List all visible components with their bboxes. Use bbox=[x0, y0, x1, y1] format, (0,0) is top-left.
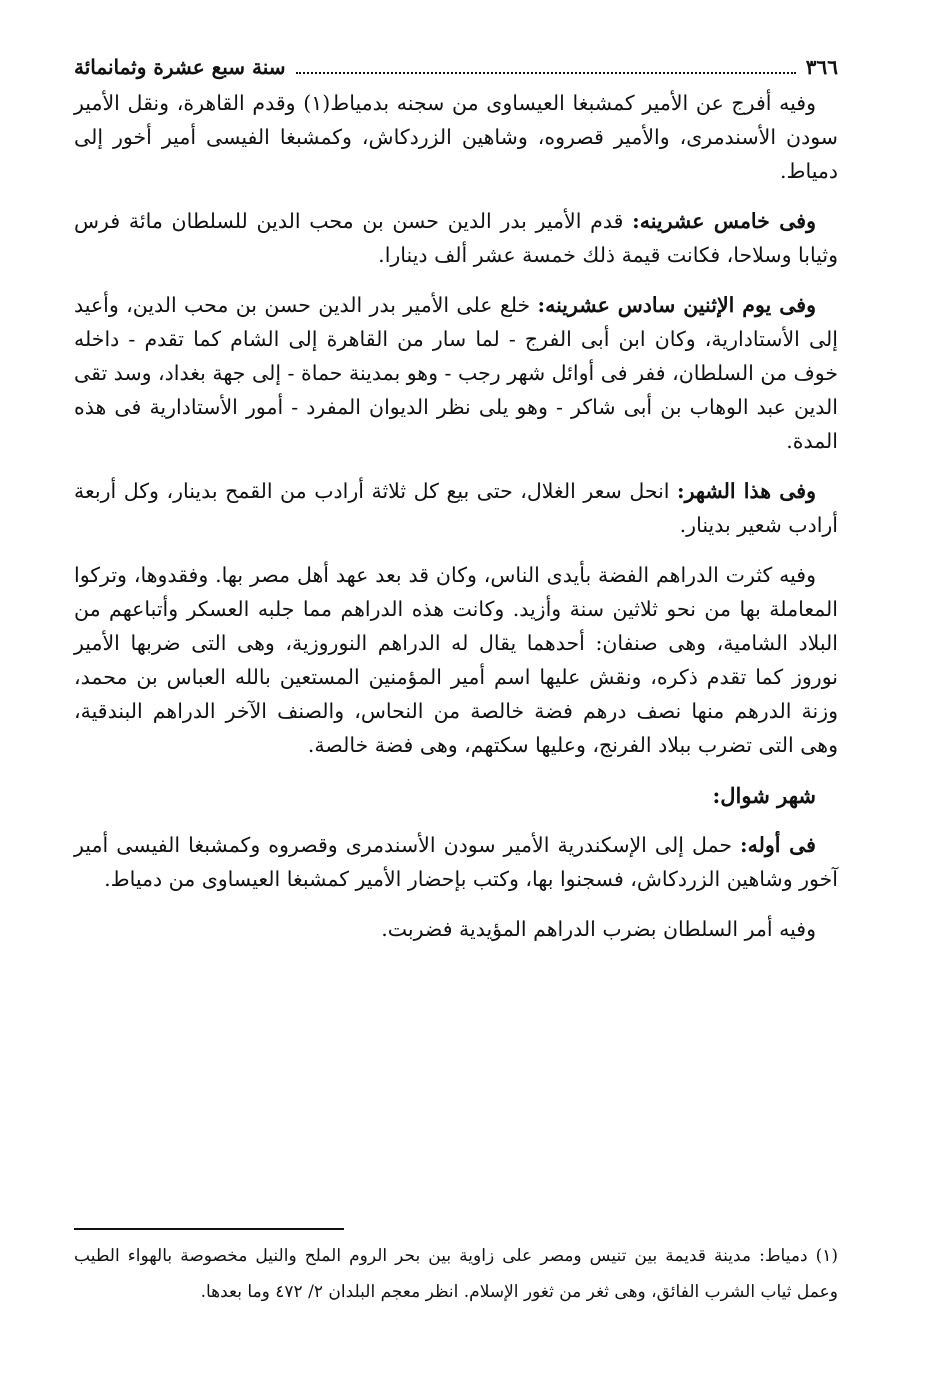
header-dots bbox=[296, 58, 796, 74]
paragraph-4: وفى هذا الشهر: انحل سعر الغلال، حتى بيع كل ثلاثة أرادب من القمح بدينار، وكل أربعة أرادب شعير بدينار. bbox=[74, 479, 838, 537]
paragraph-5: وفيه كثرت الدراهم الفضة بأيدى الناس، وكان قد بعد عهد أهل مصر بها. وفقدوها، وتركوا المعاملة بها من نحو ثلاثين سنة وأزيد. وكانت هذه الدراهم مما جلبه العسكر وأتباعهم من البلاد الشامية، وهى صنفان: أحدهما يقال له الدراهم النوروزية، وهى التى ضربها الأمير نوروز كما تقدم ذكره، ونقش عليها اسم أمير المؤمنين المستعين بالله العباس بن محمد، وزنة الدرهم منها نصف درهم فضة خالصة من النحاس، والصنف الآخر الدراهم البندقية، وهى التى تضرب ببلاد الفرنج، وعليها سكتهم، وهى فضة خالصة. bbox=[74, 563, 838, 757]
footnote: (١) دمياط: مدينة قديمة بين تنيس ومصر على زاوية بين بحر الروم الملح والنيل مخصوصة بالهواء الطيب وعمل ثياب الشرب الفائق، وهى ثغر من ثغور الإسلام. انظر معجم البلدان ٢/ ٤٧٢ وما بعدها. bbox=[74, 1246, 838, 1302]
paragraph-lead: فى أوله: bbox=[740, 833, 816, 857]
paragraph-6: فى أوله: حمل إلى الإسكندرية الأمير سودن الأسندمرى وقصروه وكمشبغا الفيسى أمير آخور وشاهين الزردكاش، فسجنوا بها، وكتب بإحضار الأمير كمشبغا العيساوى من دمياط. bbox=[74, 833, 838, 891]
footnote-divider bbox=[74, 1228, 344, 1230]
page-body bbox=[74, 52, 838, 962]
paragraph-3: وفى يوم الإثنين سادس عشرينه: خلع على الأمير بدر الدين حسن بن محب الدين، وأعيد إلى الأستادارية، وكان ابن أبى الفرج - لما سار من القاهرة إلى الشام كما تقدم - داخله خوف من السلطان، ففر فى أوائل شهر رجب - وهو بمدينة حماة - إلى جهة بغداد، وسد تقى الدين عبد الوهاب بن أبى شاكر - وهو يلى نظر الديوان المفرد - أمور الأستادارية فى هذه المدة. bbox=[74, 293, 838, 453]
paragraph-2: وفى خامس عشرينه: قدم الأمير بدر الدين حسن بن محب الدين للسلطان مائة فرس وثيابا وسلاحا، فكانت قيمة ذلك خمسة عشر ألف دينارا. bbox=[74, 209, 838, 267]
paragraph-lead: وفى يوم الإثنين سادس عشرينه: bbox=[537, 293, 816, 317]
page-number: ٣٦٦ bbox=[805, 55, 838, 79]
running-title: سنة سبع عشرة وثمانمائة bbox=[74, 55, 286, 79]
page-header bbox=[74, 52, 838, 86]
paragraph-1: وفيه أفرج عن الأمير كمشبغا العيساوى من سجنه بدمياط(١) وقدم القاهرة، ونقل الأمير سودن الأسندمرى، والأمير قصروه، وشاهين الزردكاش، وكمشبغا الفيسى أمير أخور إلى دمياط. bbox=[74, 91, 838, 183]
paragraph-lead: وفى خامس عشرينه: bbox=[632, 209, 816, 233]
paragraph-lead: وفى هذا الشهر: bbox=[677, 479, 816, 503]
section-heading: شهر شوال: bbox=[712, 783, 816, 808]
paragraph-7: وفيه أمر السلطان بضرب الدراهم المؤيدية فضربت. bbox=[381, 917, 816, 941]
